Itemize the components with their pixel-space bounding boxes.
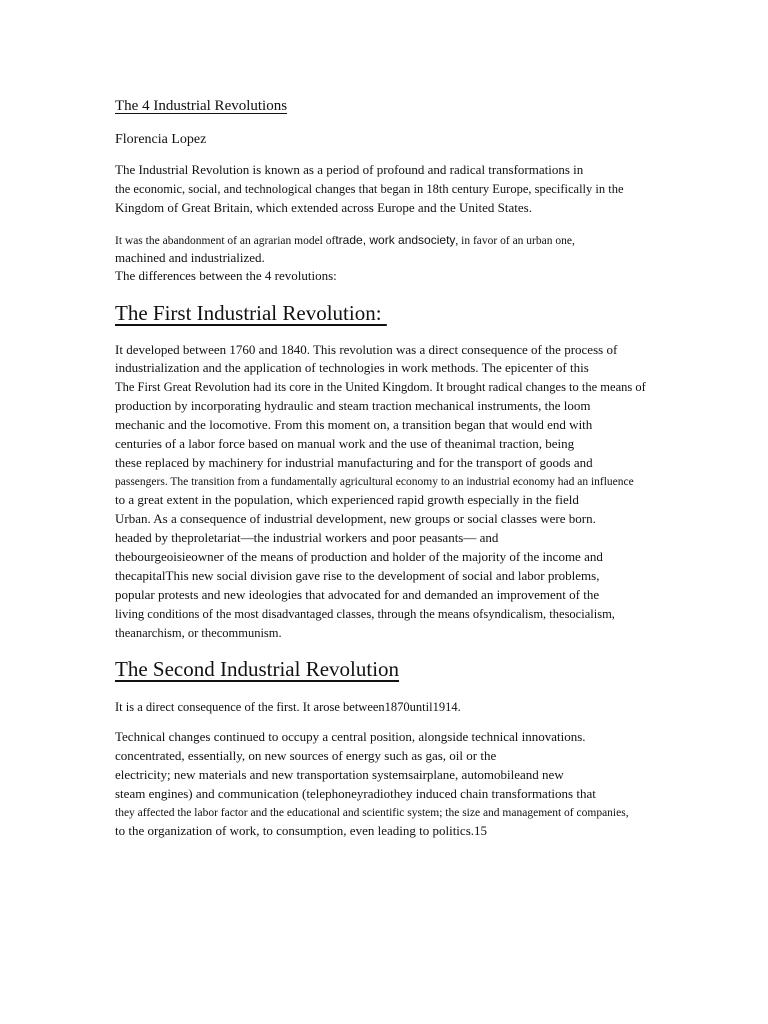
section-1-line: headed by theproletariat—the industrial workers and poor peasants— and (115, 530, 499, 545)
section-2-intro: It is a direct consequence of the first. It arose between1870until1914. (115, 700, 461, 714)
section-1-line: industrialization and the application of technologies in work methods. The epicenter of this (115, 360, 589, 375)
section-1-line: production by incorporating hydraulic and steam traction mechanical instruments, the loom (115, 398, 591, 413)
section-2-line: electricity; new materials and new transportation systemsairplane, automobileand new (115, 767, 564, 782)
section-1-line: mechanic and the locomotive. From this moment on, a transition began that would end with (115, 417, 593, 432)
section-2-line: steam engines) and communication (telephoneyradiothey induced chain transformations that (115, 786, 596, 801)
abandonment-text-mid: trade, work andsociety (335, 233, 456, 247)
section-1-heading: The First Industrial Revolution: (115, 301, 387, 325)
section-2-line: concentrated, essentially, on new sources of energy such as gas, oil or the (115, 748, 497, 763)
section-1-line: living conditions of the most disadvantaged classes, through the means ofsyndicalism, thesocialism, (115, 607, 615, 621)
intro-line-2: the economic, social, and technological changes that began in 18th century Europe, specifically in the (115, 182, 624, 196)
intro-line-3: Kingdom of Great Britain, which extended across Europe and the United States. (115, 200, 532, 215)
intro-line-1: The Industrial Revolution is known as a period of profound and radical transformations in (115, 162, 584, 177)
section-1-line: theanarchism, or thecommunism. (115, 626, 282, 640)
section-1-line: The First Great Revolution had its core in the United Kingdom. It brought radical changes to the means of (115, 380, 646, 394)
section-1-line: to a great extent in the population, which experienced rapid growth especially in the field (115, 492, 579, 507)
section-1-line: these replaced by machinery for industrial manufacturing and for the transport of goods and (115, 455, 593, 470)
abandonment-line-1 (115, 232, 575, 249)
abandonment-text-end: , in favor of an urban one, (455, 235, 575, 247)
section-1-line: centuries of a labor force based on manual work and the use of theanimal traction, being (115, 436, 575, 451)
section-1-line: It developed between 1760 and 1840. This revolution was a direct consequence of the process of (115, 342, 618, 357)
abandonment-text-start: It was the abandonment of an agrarian model of (115, 235, 336, 247)
author-name: Florencia Lopez (115, 132, 207, 147)
section-1-line: popular protests and new ideologies that advocated for and demanded an improvement of the (115, 587, 600, 602)
section-1-line: Urban. As a consequence of industrial development, new groups or social classes were born. (115, 511, 596, 526)
section-2-line: they affected the labor factor and the educational and scientific system; the size and management of companies, (115, 807, 629, 819)
document-title: The 4 Industrial Revolutions (115, 98, 288, 114)
section-2-line: Technical changes continued to occupy a central position, alongside technical innovations. (115, 729, 586, 744)
section-1-line: passengers. The transition from a fundamentally agricultural economy to an industrial economy had an influence (115, 476, 634, 488)
section-1-line: thebourgeoisieowner of the means of production and holder of the majority of the income and (115, 549, 603, 564)
section-2-heading: The Second Industrial Revolution (115, 657, 400, 681)
abandonment-line-2: machined and industrialized. (115, 250, 265, 265)
differences-line: The differences between the 4 revolutions: (115, 268, 337, 283)
section-1-line: thecapitalThis new social division gave rise to the development of social and labor problems, (115, 568, 600, 583)
section-2-line: to the organization of work, to consumption, even leading to politics.15 (115, 823, 487, 838)
